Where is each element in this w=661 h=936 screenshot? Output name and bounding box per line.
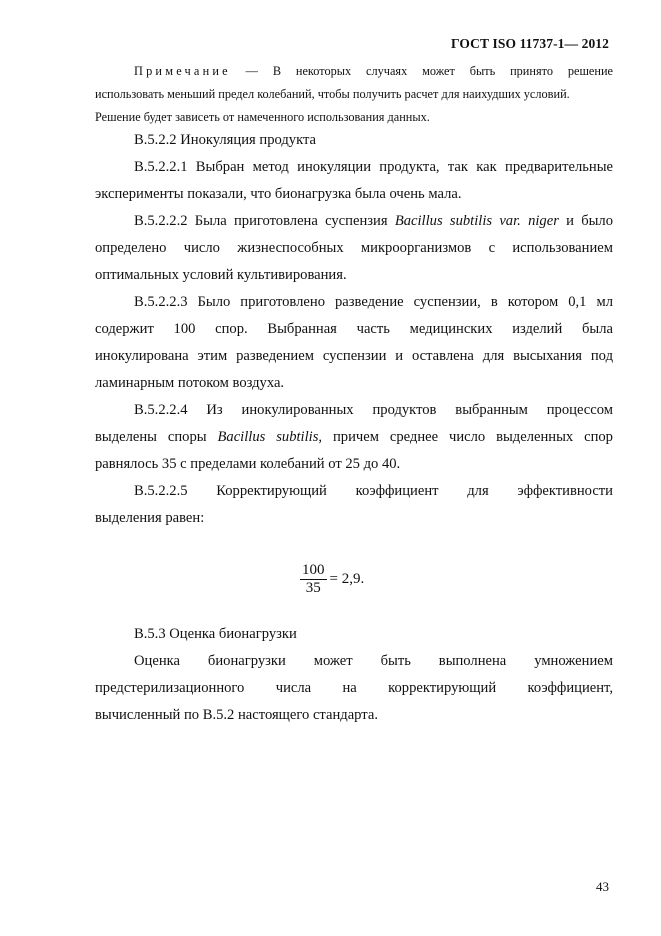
fraction xyxy=(300,563,327,596)
fraction-numerator: 100 xyxy=(302,562,325,578)
text-fragment: В.5.2.2.2 Была приготовлена суспензия xyxy=(134,213,395,229)
paragraph-line: инокулирована этим разведением суспензии и оставлена для высыхания под xyxy=(95,348,613,364)
paragraph-line xyxy=(95,424,613,451)
paragraph-b52225 xyxy=(95,478,613,532)
paragraph-line: содержит 100 спор. Выбранная часть медицинских изделий была xyxy=(95,321,613,337)
formula-result: = 2,9. xyxy=(329,571,365,587)
note-label: Примечание xyxy=(134,64,231,78)
species-name: Bacillus subtilis, xyxy=(217,429,323,445)
paragraph-line: В.5.2.2.3 Было приготовлено разведение суспензии, в котором 0,1 мл xyxy=(134,294,613,310)
paragraph-line: ламинарным потоком воздуха. xyxy=(95,375,285,391)
note-line-3: Решение будет зависеть от намеченного использования данных. xyxy=(95,110,430,124)
paragraph-line: определено число жизнеспособных микроорганизмов с использованием xyxy=(95,240,613,256)
paragraph-line xyxy=(95,208,613,235)
paragraph-b52224 xyxy=(95,397,613,478)
note-block xyxy=(95,60,613,129)
correction-factor-formula xyxy=(300,563,364,596)
paragraph-line: В.5.2.2.4 Из инокулированных продуктов выбранным процессом xyxy=(134,402,613,418)
paragraph-line: предстерилизационного числа на корректирующий коэффициент, xyxy=(95,680,613,696)
paragraph-b52221 xyxy=(95,154,613,208)
paragraph-line: В.5.2.2.1 Выбран метод инокуляции продукта, так как предварительные xyxy=(134,159,613,175)
text-fragment: выделены споры xyxy=(95,429,218,445)
document-code-header: ГОСТ ISO 11737-1— 2012 xyxy=(450,36,609,51)
text-fragment: и было xyxy=(558,213,614,229)
paragraph-line: эксперименты показали, что бионагрузка была очень мала. xyxy=(95,186,462,202)
paragraph-line: оптимальных условий культивирования. xyxy=(95,267,347,283)
note-line-1 xyxy=(95,60,613,83)
fraction-denominator: 35 xyxy=(305,580,321,596)
paragraph-b52222 xyxy=(95,208,613,289)
paragraph-b52223 xyxy=(95,289,613,397)
paragraph-line: равнялось 35 с пределами колебаний от 25 до 40. xyxy=(95,456,401,472)
section-b53-heading: В.5.3 Оценка бионагрузки xyxy=(134,626,297,642)
page-number: 43 xyxy=(596,879,609,894)
section-b5222-heading: В.5.2.2 Инокуляция продукта xyxy=(134,132,317,148)
note-line-2: использовать меньший предел колебаний, чтобы получить расчет для наихудших условий. xyxy=(95,87,570,101)
paragraph-line: Оценка бионагрузки может быть выполнена умножением xyxy=(134,653,613,669)
paragraph-line: вычисленный по В.5.2 настоящего стандарта. xyxy=(95,707,378,723)
species-name: Bacillus subtilis var. niger xyxy=(394,213,559,229)
text-fragment: причем среднее число выделенных спор xyxy=(322,429,613,445)
paragraph-b53 xyxy=(95,648,613,729)
paragraph-line: В.5.2.2.5 Корректирующий коэффициент для эффективности xyxy=(134,483,613,499)
note-line-1-text: — В некоторых случаях может быть принято решение xyxy=(230,64,613,78)
paragraph-line: выделения равен: xyxy=(95,510,205,526)
